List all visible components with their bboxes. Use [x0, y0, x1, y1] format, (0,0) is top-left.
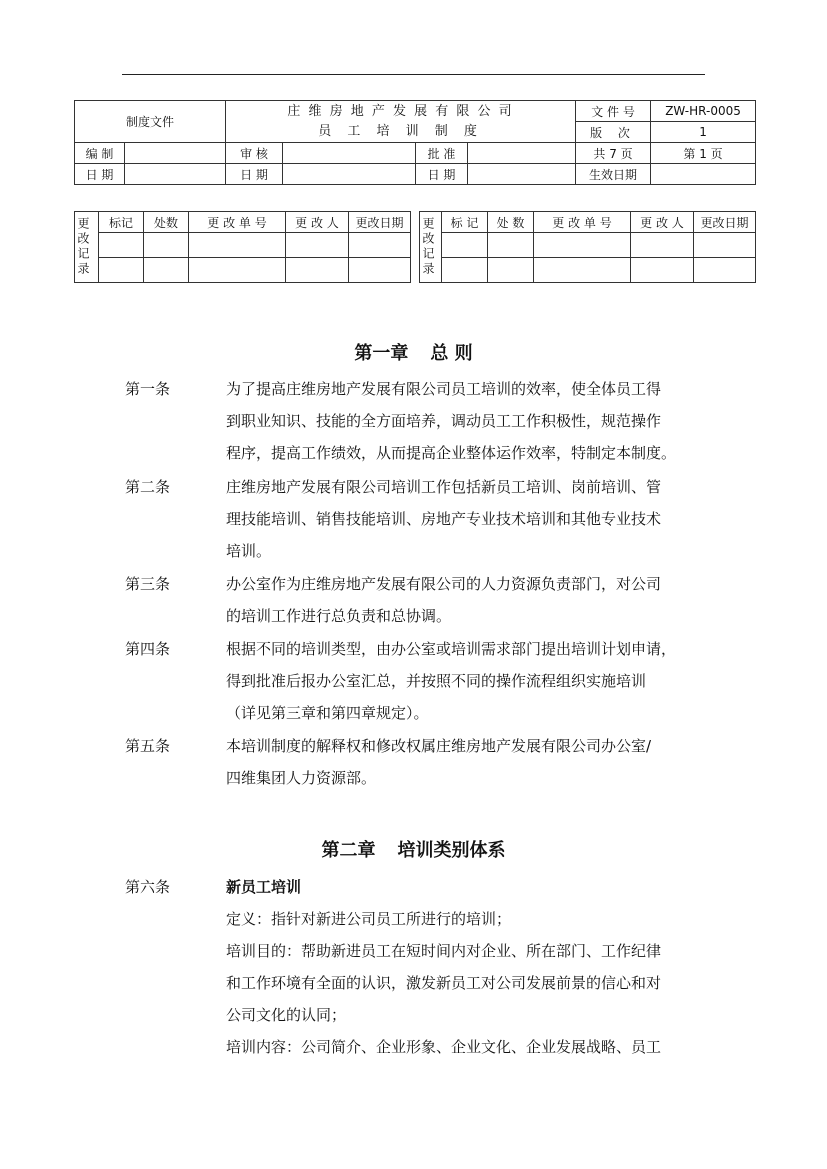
date-value-approve — [468, 164, 576, 185]
col-count: 处数 — [144, 212, 189, 233]
doc-title-cell — [226, 101, 576, 143]
doc-type-cell: 制度文件 — [75, 101, 226, 143]
effective-date-value — [651, 164, 756, 185]
table-row — [420, 258, 756, 283]
chapter-number: 第一章 — [354, 343, 409, 364]
approve-value — [468, 143, 576, 164]
file-no-value: ZW-HR-0005 — [651, 101, 756, 122]
article-label: 第五条 — [125, 737, 171, 755]
col-count: 处 数 — [488, 212, 534, 233]
page-number: 第 1 页 — [651, 143, 756, 164]
compiled-label: 编 制 — [75, 143, 125, 164]
company-name: 庄 维 房 地 产 发 展 有 限 公 司 — [287, 103, 514, 119]
article-label: 第六条 — [125, 878, 171, 896]
article-text: 新员工培训 定义：指针对新进公司员工所进行的培训； 培训目的：帮助新进员工在短时间内对企业、所在部门、工作纪律 和工作环境有全面的认识，激发新员工对公司发展前景的信心和对 公司文化的认同； 培训内容：公司简介、企业形象、企业文化、企业发展战略、员工 — [226, 871, 708, 1063]
chapter-2-heading — [0, 836, 827, 862]
change-record-side-label: 更改记录 — [75, 212, 99, 283]
change-record-side-label: 更改记录 — [420, 212, 442, 283]
article-label: 第一条 — [125, 380, 171, 398]
col-change-no: 更 改 单 号 — [189, 212, 286, 233]
review-value — [283, 143, 416, 164]
article-text: 为了提高庄维房地产发展有限公司员工培训的效率，使全体员工得 到职业知识、技能的全方面培养，调动员工工作积极性，规范操作 程序，提高工作绩效，从而提高企业整体运作效率，特制定本制度。 — [226, 380, 677, 462]
change-record-table-right — [419, 211, 756, 283]
version-value: 1 — [651, 122, 756, 143]
col-changer: 更 改 人 — [286, 212, 349, 233]
article-text: 办公室作为庄维房地产发展有限公司的人力资源负责部门，对公司 的培训工作进行总负责和总协调。 — [226, 575, 662, 625]
table-row — [75, 233, 411, 258]
date-label-compiled: 日 期 — [75, 164, 125, 185]
file-no-label: 文 件 号 — [576, 101, 651, 122]
article-label: 第二条 — [125, 478, 171, 496]
regulation-title: 员 工 培 训 制 度 — [318, 123, 483, 139]
document-header-table — [74, 100, 756, 185]
change-record-table-left — [74, 211, 411, 283]
col-change-date: 更改日期 — [349, 212, 411, 233]
date-value-review — [283, 164, 416, 185]
article-heading: 新员工培训 — [226, 878, 302, 896]
approve-label: 批 准 — [416, 143, 468, 164]
article-text: 本培训制度的解释权和修改权属庄维房地产发展有限公司办公室/ 四维集团人力资源部。 — [226, 737, 652, 787]
top-rule — [122, 74, 705, 75]
date-label-approve: 日 期 — [416, 164, 468, 185]
col-mark: 标记 — [99, 212, 144, 233]
chapter-title: 培训类别体系 — [397, 840, 506, 861]
article-label: 第四条 — [125, 640, 171, 658]
article-text: 根据不同的培训类型，由办公室或培训需求部门提出培训计划申请， 得到批准后报办公室汇总，并按照不同的操作流程组织实施培训 （详见第三章和第四章规定）。 — [226, 640, 677, 722]
date-label-review: 日 期 — [226, 164, 283, 185]
date-value-compiled — [125, 164, 226, 185]
col-changer: 更 改 人 — [631, 212, 694, 233]
table-row — [75, 258, 411, 283]
total-pages: 共 7 页 — [576, 143, 651, 164]
compiled-value — [125, 143, 226, 164]
col-mark: 标 记 — [442, 212, 488, 233]
chapter-title: 总 则 — [430, 343, 473, 364]
col-change-date: 更改日期 — [694, 212, 756, 233]
effective-date-label: 生效日期 — [576, 164, 651, 185]
review-label: 审 核 — [226, 143, 283, 164]
version-label: 版 次 — [576, 122, 651, 143]
chapter-1-heading — [0, 339, 827, 365]
chapter-number: 第二章 — [321, 840, 376, 861]
article-text: 庄维房地产发展有限公司培训工作包括新员工培训、岗前培训、管 理技能培训、销售技能培训、房地产专业技术培训和其他专业技术 培训。 — [226, 478, 662, 560]
article-label: 第三条 — [125, 575, 171, 593]
col-change-no: 更 改 单 号 — [534, 212, 631, 233]
table-row — [420, 233, 756, 258]
